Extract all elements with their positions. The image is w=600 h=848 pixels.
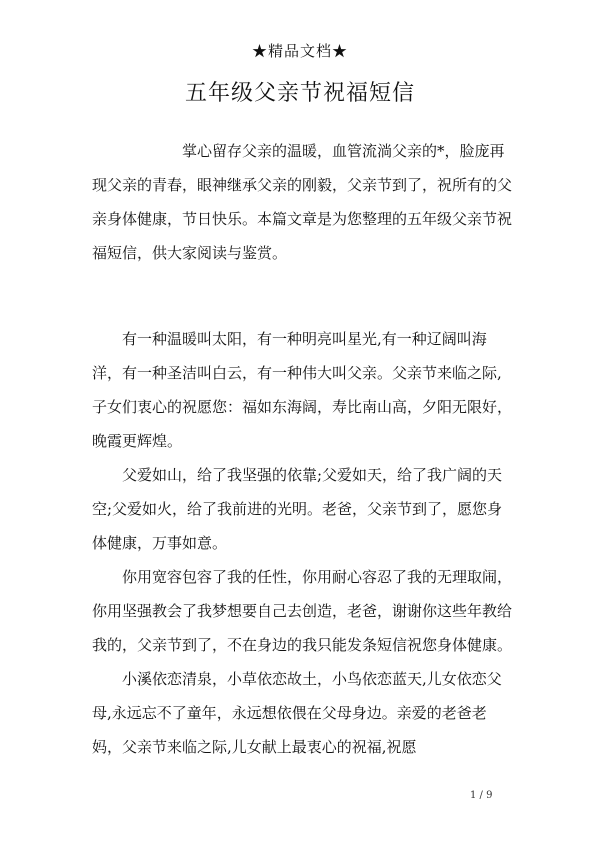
body-paragraph-2: 父爱如山，给了我坚强的依靠;父爱如天，给了我广阔的天空;父爱如火，给了我前进的光明。老爸，父亲节到了，愿您身体健康，万事如意。 (92, 466, 503, 552)
page-number: 1 / 9 (470, 790, 493, 801)
page-header: ★精品文档★ (251, 42, 348, 60)
intro-paragraph: 掌心留存父亲的温暖，血管流淌父亲的*，脸庞再现父亲的青春，眼神继承父亲的刚毅，父亲节到了，祝所有的父亲身体健康，节日快乐。本篇文章是为您整理的五年级父亲节祝福短信，供大家阅读与鉴赏。 (92, 142, 513, 262)
main-content (92, 322, 512, 764)
body-paragraph-4: 小溪依恋清泉，小草依恋故土，小鸟依恋蓝天,儿女依恋父母,永远忘不了童年，永远想依偎在父母身边。亲爱的老爸老妈，父亲节来临之际,儿女献上最衷心的祝福,祝愿 (92, 670, 502, 756)
document-title: 五年级父亲节祝福短信 (184, 81, 415, 106)
body-paragraph-1: 有一种温暖叫太阳，有一种明亮叫星光,有一种辽阔叫海洋，有一种圣洁叫白云，有一种伟大叫父亲。父亲节来临之际,子女们衷心的祝愿您：福如东海阔，寿比南山高，夕阳无限好，晚霞更辉煌。 (92, 330, 513, 450)
intro-section (92, 134, 512, 270)
body-paragraph-3: 你用宽容包容了我的任性，你用耐心容忍了我的无理取闹，你用坚强教会了我梦想要自己去创造，老爸，谢谢你这些年教给我的，父亲节到了，不在身边的我只能发条短信祝您身体健康。 (92, 568, 513, 654)
